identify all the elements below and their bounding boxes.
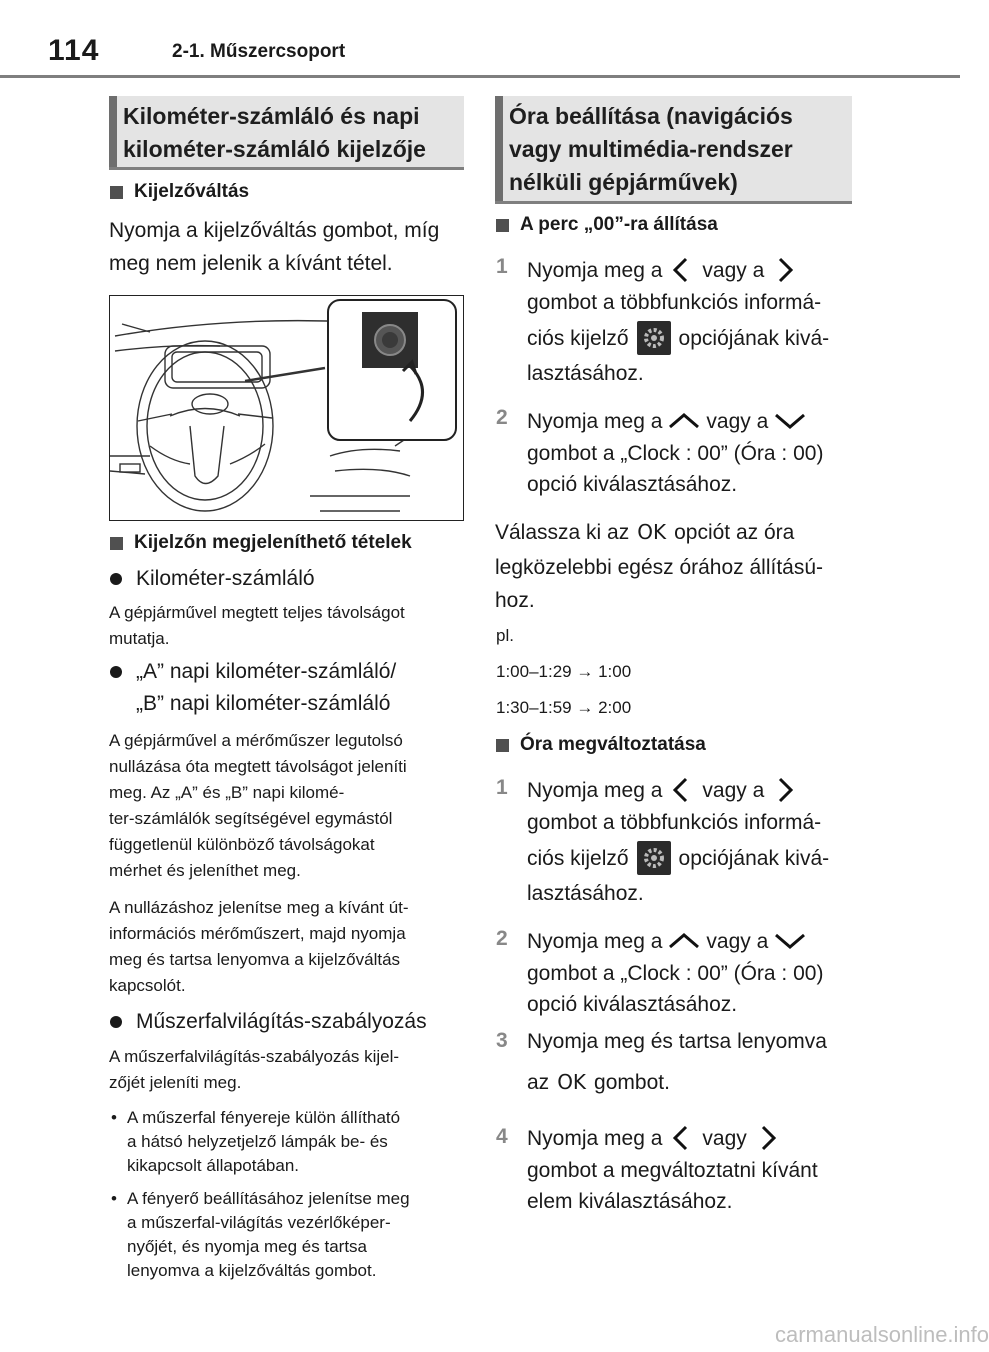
step-number: 2 (496, 406, 508, 429)
step-number: 3 (496, 1029, 508, 1052)
example-2: 1:30–1:59 → 2:00 (496, 698, 632, 717)
step3-change: Nyomja meg és tartsa lenyomva az OK gombot. (527, 1026, 857, 1098)
step1-change: Nyomja meg a vagy a gombot a többfunkciós informá- ciós kijelző opciójának kivá- lasztásához. (527, 773, 857, 909)
left-title-box (109, 96, 464, 170)
round-bullet-icon (110, 1016, 122, 1028)
items-heading: Kijelzőn megjeleníthető tételek (110, 532, 412, 554)
step2-minute: Nyomja meg a vagy a gombot a „Clock : 00” (Óra : 00) opció kiválasztásához. (527, 404, 857, 500)
square-bullet-icon (110, 537, 123, 550)
change-heading: Óra megváltoztatása (496, 734, 706, 756)
section-title: 2-1. Műszercsoport (172, 41, 346, 62)
step-number: 2 (496, 927, 508, 950)
chevron-right-icon (764, 775, 804, 805)
chevron-down-icon (768, 926, 812, 956)
minute-heading: A perc „00”-ra állítása (496, 214, 718, 236)
dim-desc: A műszerfalvilágítás-szabályozás kijel- zőjét jeleníti meg. (109, 1047, 400, 1092)
step4-change: Nyomja meg a vagy gombot a megváltoztatni kívánt elem kiválasztásához. (527, 1121, 857, 1217)
step-number: 1 (496, 255, 508, 278)
reset-desc: A nullázáshoz jelenítse meg a kívánt út- információs mérőműszert, majd nyomja meg és tartsa lenyomva a kijelzőváltás kapcsolót. (109, 898, 409, 995)
chevron-up-icon (662, 406, 706, 436)
step1-minute: Nyomja meg a vagy a gombot a többfunkciós informá- ciós kijelző opciójának kivá- lasztásához. (527, 253, 857, 389)
chevron-left-icon (662, 1123, 702, 1153)
switch-heading: Kijelzőváltás (110, 181, 249, 203)
round-bullet-icon (110, 573, 122, 585)
trip-desc: A gépjárművel a mérőműszer legutolsó nullázása óta megtett távolságot jeleníti meg. Az „A” és „B” napi kilomé- ter-számlálók segítségével egymástól függetlenül különböző távolságokat mérhet és jeleníthet meg. (109, 731, 407, 880)
chevron-left-icon (662, 255, 702, 285)
step-number: 1 (496, 776, 508, 799)
watermark: carmanualsonline.info (775, 1322, 989, 1347)
step-number: 4 (496, 1125, 508, 1148)
step2-change: Nyomja meg a vagy a gombot a „Clock : 00” (Óra : 00) opció kiválasztásához. (527, 924, 857, 1020)
select-ok-text: Válassza ki az OK opciót az óra legközelebbi egész órához állítású- hoz. (495, 516, 855, 617)
chevron-right-icon (764, 255, 804, 285)
chevron-up-icon (662, 926, 706, 956)
steering-wheel-illustration (109, 295, 464, 521)
square-bullet-icon (496, 739, 509, 752)
bullet-item-1: • A műszerfal fényereje külön állítható a hátsó helyzetjelző lámpák be- és kikapcsolt állapotában. (111, 1108, 401, 1175)
page-number: 114 (48, 34, 100, 67)
header-divider (0, 75, 960, 78)
example-1: 1:00–1:29 → 1:00 (496, 662, 632, 681)
right-title-line1: Óra beállítása (navigációs (509, 103, 793, 129)
gear-icon (637, 321, 671, 355)
left-title-line1: Kilométer-számláló és napi (123, 103, 420, 129)
example-label: pl. (496, 626, 514, 645)
chevron-down-icon (768, 406, 812, 436)
left-title-line2: kilométer-számláló kijelzője (123, 136, 426, 162)
right-title-line3: nélküli gépjárművek) (509, 169, 738, 195)
round-bullet-icon (110, 666, 122, 678)
dim-item: Műszerfalvilágítás-szabályozás (108, 1006, 427, 1038)
gear-icon (637, 841, 671, 875)
right-title-box (495, 96, 852, 204)
switch-text: Nyomja a kijelzőváltás gombot, míg meg nem jelenik a kívánt tétel. (109, 219, 440, 275)
square-bullet-icon (496, 219, 509, 232)
bullet-item-2: • A fényerő beállításához jelenítse meg a műszerfal-világítás vezérlőképer- nyőjét, és nyomja meg és tartsa lenyomva a kijelzőváltás gombot. (111, 1189, 410, 1280)
chevron-left-icon (662, 775, 702, 805)
square-bullet-icon (110, 186, 123, 199)
odo-item: Kilométer-számláló (108, 563, 315, 595)
ok-button-glyph: OK (557, 1070, 587, 1094)
right-title-line2: vagy multimédia-rendszer (509, 136, 793, 162)
ok-button-glyph: OK (637, 520, 667, 544)
chevron-right-icon (747, 1123, 787, 1153)
trip-item: „A” napi kilométer-számláló/ „B” napi kilométer-számláló (108, 656, 396, 720)
odo-desc: A gépjárművel megtett teljes távolságot mutatja. (109, 603, 405, 648)
